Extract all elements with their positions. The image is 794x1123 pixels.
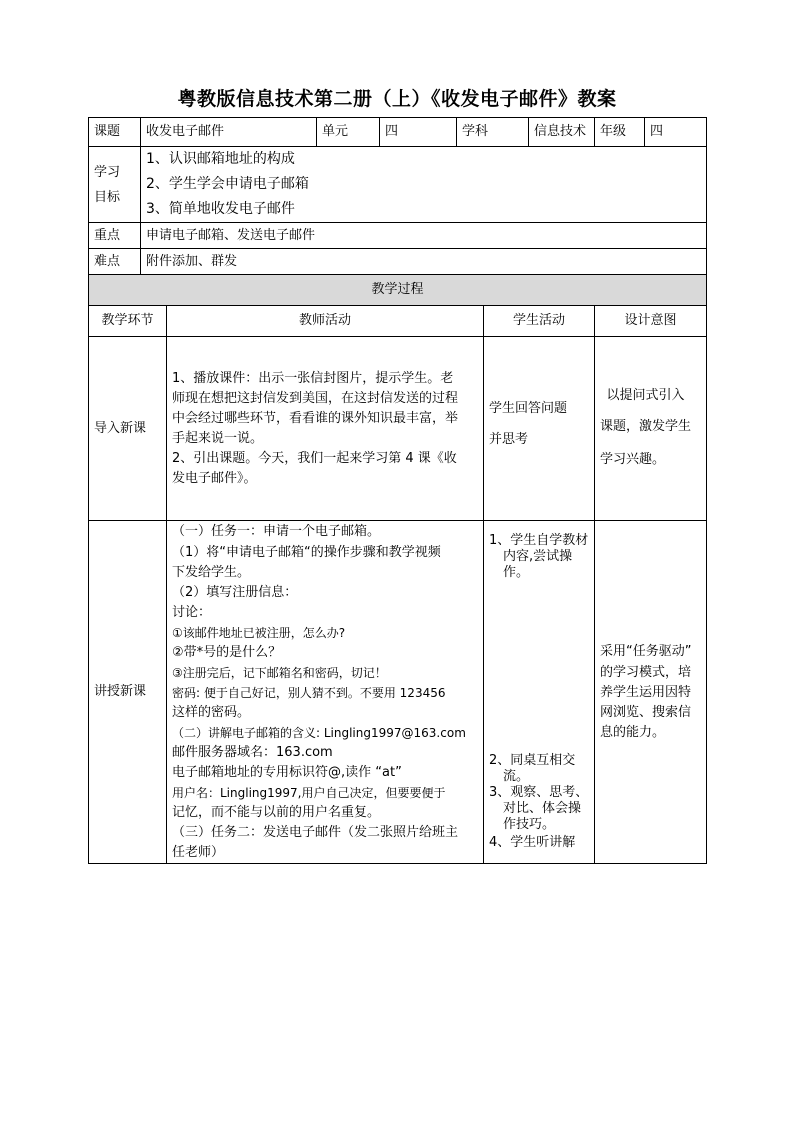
goals-label-line-2: 目标: [94, 189, 121, 205]
teach-student-item: 1、学生自学教材内容,尝试操作。: [489, 533, 589, 580]
intro-design-line: 学习兴趣。: [600, 451, 666, 467]
process-section-title: 教学过程: [89, 275, 707, 306]
teach-teacher-line: 邮件服务器域名：163.com: [172, 745, 333, 760]
goals-row: [89, 147, 707, 223]
teach-teacher-line: ②带*号的是什么？: [172, 645, 282, 660]
goals-label-line-1: 学习: [94, 164, 121, 180]
header-stage: 教学环节: [89, 306, 167, 337]
teach-teacher-line: 任老师）: [172, 845, 225, 860]
teach-teacher-line: 记忆，而不能与以前的用户名重复。: [172, 805, 381, 820]
teach-teacher-line: 电子邮箱地址的专用标识符@,读作 “at”: [172, 765, 402, 780]
course-row: [89, 118, 707, 147]
grade-label: 年级: [595, 118, 645, 147]
teach-teacher-line: 这样的密码。: [172, 705, 251, 720]
course-label: 课题: [89, 118, 141, 147]
teach-teacher-line: ①该邮件地址已被注册，怎么办?: [172, 626, 346, 640]
teach-teacher-line: 讨论：: [172, 605, 212, 620]
teaching-row: [89, 521, 707, 864]
intro-design-line: 以提问式引入: [606, 387, 685, 403]
teach-student-item: 3、观察、思考、对比、体会操作技巧。: [489, 785, 589, 832]
intro-teacher-activity: [167, 337, 484, 521]
intro-stage: 导入新课: [89, 337, 167, 521]
teach-teacher-line: 用户名：Lingling1997,用户自己决定，但要要便于: [172, 786, 446, 800]
header-teacher: 教师活动: [167, 306, 484, 337]
key-point-row: [89, 223, 707, 249]
goal-item: 2、学生学会申请电子邮箱: [146, 176, 309, 192]
key-point-label: 重点: [89, 223, 141, 249]
goal-item: 3、简单地收发电子邮件: [146, 201, 295, 217]
goals-list: [141, 147, 707, 223]
teach-design-line: 息的能力。: [600, 725, 666, 740]
teach-student-item: 2、同桌互相交流。: [489, 753, 576, 784]
teach-teacher-line: （三）任务二：发送电子邮件（发二张照片给班主: [172, 825, 459, 840]
intro-design-intent: [595, 337, 707, 521]
intro-student-activity: [484, 337, 595, 521]
difficulty-row: [89, 249, 707, 275]
intro-teacher-line: 1、播放课件：出示一张信封图片，提示学生。老: [172, 370, 454, 386]
teach-teacher-line: 密码: 便于自己好记，别人猜不到。不要用 123456: [172, 686, 446, 700]
subject-value: 信息技术: [529, 118, 595, 147]
intro-teacher-line: 手起来说一说。: [172, 430, 264, 446]
teach-teacher-line: ③注册完后，记下邮箱名和密码，切记！: [172, 666, 387, 680]
teach-teacher-line: 下发给学生。: [172, 565, 251, 580]
course-value: 收发电子邮件: [141, 118, 317, 147]
teach-design-line: 养学生运用因特: [600, 685, 692, 700]
teach-student-activity: [484, 521, 595, 864]
intro-teacher-line: 中会经过哪些环节，看看谁的课外知识最丰富，举: [172, 410, 459, 426]
intro-design-line: 课题，激发学生: [600, 418, 692, 434]
teach-design-line: 网浏览、搜索信: [600, 705, 692, 720]
intro-row: [89, 337, 707, 521]
teach-design-intent: [595, 521, 707, 864]
process-header-row: [89, 306, 707, 337]
teach-teacher-line: （2）填写注册信息：: [172, 585, 298, 600]
unit-label: 单元: [317, 118, 380, 147]
unit-value: 四: [380, 118, 457, 147]
intro-teacher-line: 发电子邮件》。: [172, 470, 257, 486]
teach-design-line: 采用“任务驱动”: [600, 644, 692, 659]
student-spacer: [489, 581, 589, 753]
key-point-value: 申请电子邮箱、发送电子邮件: [141, 223, 707, 249]
teach-teacher-line: （二）讲解电子邮箱的含义: Lingling1997@163.com: [172, 726, 466, 740]
subject-label: 学科: [457, 118, 529, 147]
intro-student-line: 学生回答问题: [489, 400, 568, 416]
teach-teacher-line: （1）将“申请电子邮箱“的操作步骤和教学视频: [172, 545, 441, 560]
grade-value: 四: [645, 118, 707, 147]
teach-student-item: 4、学生听讲解: [489, 835, 576, 850]
header-student: 学生活动: [484, 306, 595, 337]
difficulty-label: 难点: [89, 249, 141, 275]
teach-teacher-line: （一）任务一：申请一个电子邮箱。: [172, 524, 381, 539]
header-design: 设计意图: [595, 306, 707, 337]
intro-student-line: 并思考: [489, 431, 529, 447]
difficulty-value: 附件添加、群发: [141, 249, 707, 275]
goal-item: 1、认识邮箱地址的构成: [146, 151, 295, 167]
teach-teacher-activity: [167, 521, 484, 864]
teach-stage: 讲授新课: [89, 521, 167, 864]
goals-label: [89, 147, 141, 223]
intro-teacher-line: 师现在想把这封信发到美国，在这封信发送的过程: [172, 390, 459, 406]
teach-design-line: 的学习模式，培: [600, 665, 692, 680]
lesson-plan-table: [88, 117, 707, 864]
intro-teacher-line: 2、引出课题。今天，我们一起来学习第 4 课《收: [172, 450, 457, 466]
process-title-row: [89, 275, 707, 306]
document-title: 粤教版信息技术第二册（上）《收发电子邮件》教案: [177, 88, 617, 110]
